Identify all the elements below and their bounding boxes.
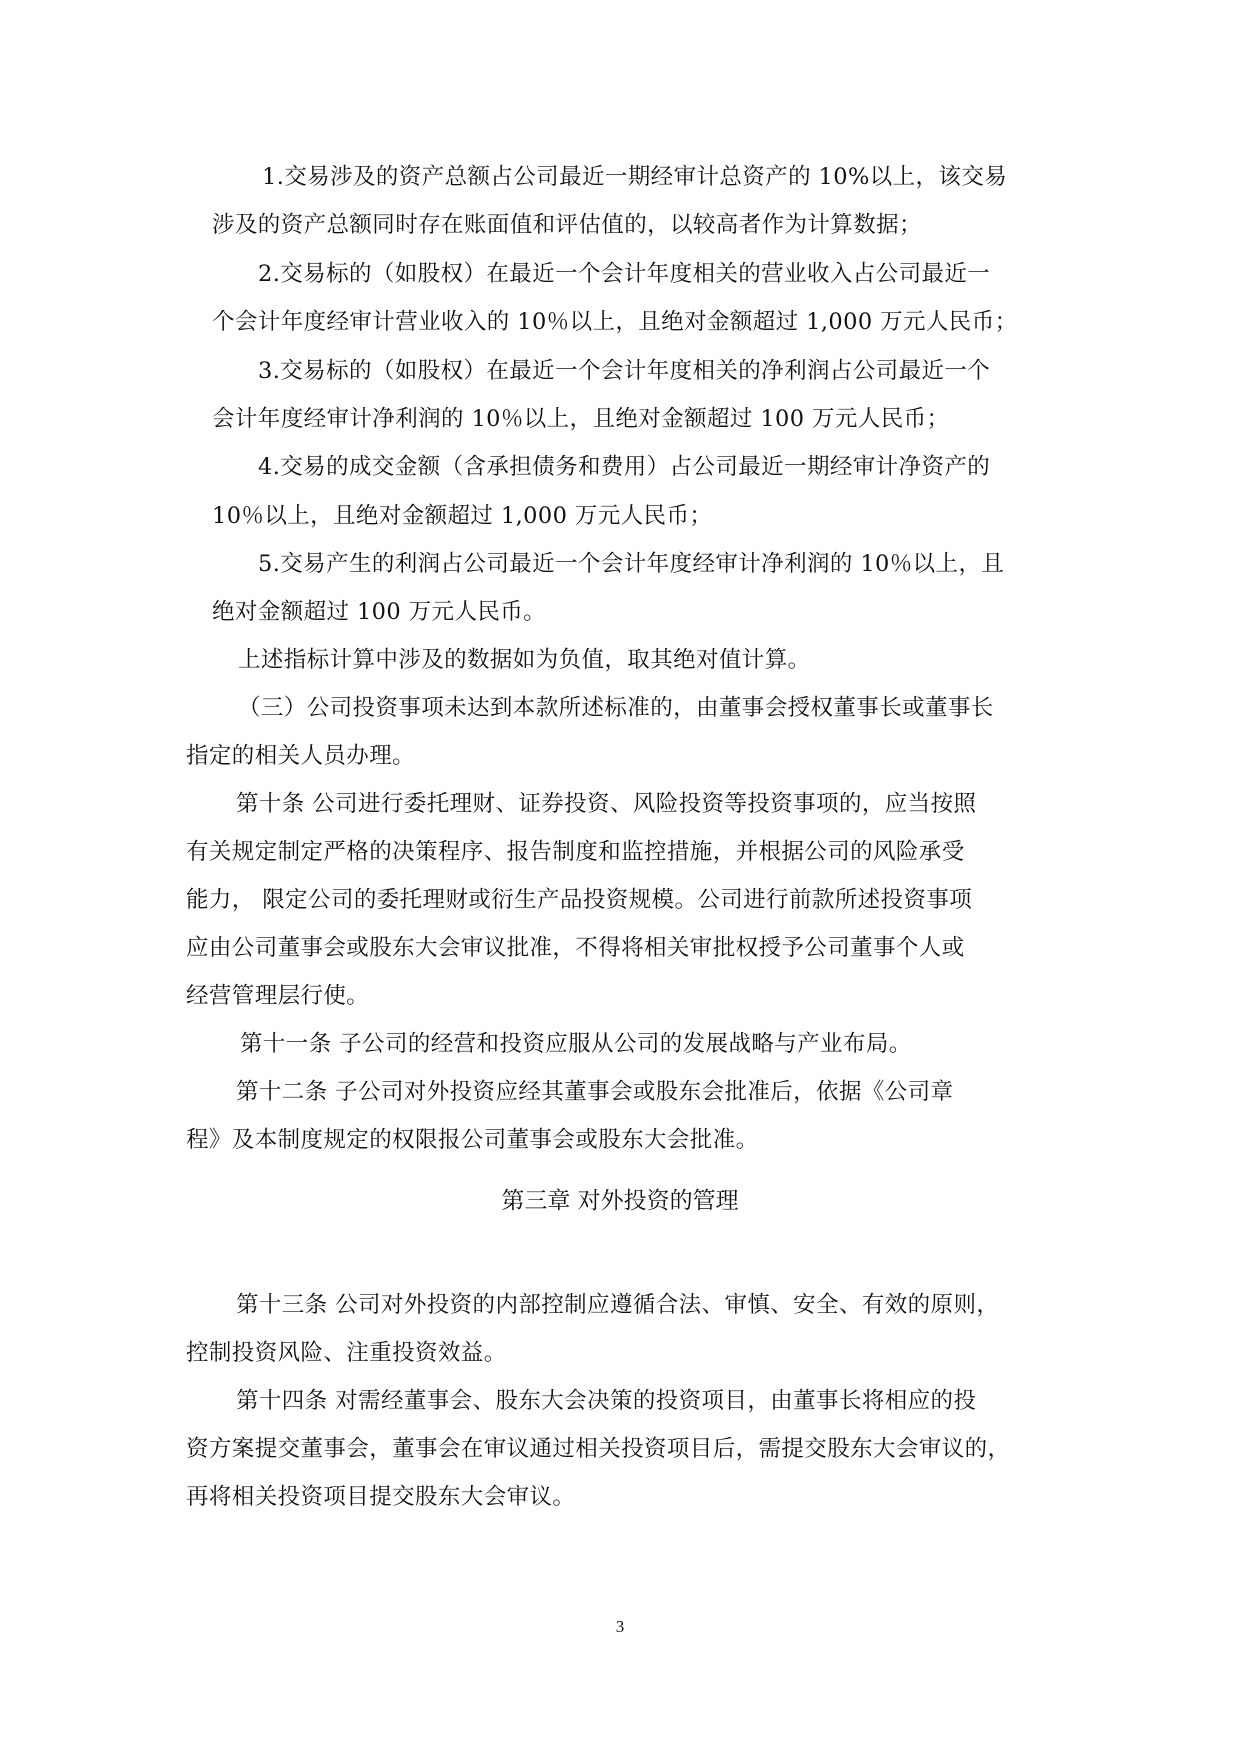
- text-line-16: 能力， 限定公司的委托理财或衍生产品投资规模。公司进行前款所述投资事项: [186, 887, 973, 913]
- text-line-4: 个会计年度经审计营业收入的 10％以上，且绝对金额超过 1,000 万元人民币；: [212, 309, 1018, 335]
- text-line-15: 有关规定制定严格的决策程序、报告制度和监控措施，并根据公司的风险承受: [186, 839, 965, 865]
- text-line-19: 第十一条 子公司的经营和投资应服从公司的发展战略与产业布局。: [240, 1031, 912, 1057]
- text-line-18: 经营管理层行使。: [186, 983, 370, 1009]
- text-line-23: 控制投资风险、注重投资效益。: [186, 1340, 507, 1366]
- text-line-1: 1.交易涉及的资产总额占公司最近一期经审计总资产的 10%以上，该交易: [262, 164, 1008, 190]
- text-line-9: 5.交易产生的利润占公司最近一个会计年度经审计净利润的 10％以上，且: [258, 551, 1005, 577]
- page-number: 3: [615, 1617, 625, 1636]
- text-line-21: 程》及本制度规定的权限报公司董事会或股东大会批准。: [186, 1127, 759, 1153]
- text-line-14: 第十条 公司进行委托理财、证券投资、风险投资等投资事项的，应当按照: [236, 791, 977, 817]
- text-line-12: （三）公司投资事项未达到本款所述标准的，由董事会授权董事长或董事长: [238, 695, 994, 721]
- text-line-3: 2.交易标的（如股权）在最近一个会计年度相关的营业收入占公司最近一: [258, 261, 991, 287]
- text-line-11: 上述指标计算中涉及的数据如为负值，取其绝对值计算。: [238, 647, 811, 673]
- text-line-25: 资方案提交董事会，董事会在审议通过相关投资项目后，需提交股东大会审议的，: [186, 1436, 1011, 1462]
- text-line-20: 第十二条 子公司对外投资应经其董事会或股东会批准后，依据《公司章: [236, 1079, 954, 1105]
- text-line-7: 4.交易的成交金额（含承担债务和费用）占公司最近一期经审计净资产的: [258, 454, 991, 480]
- text-line-2: 涉及的资产总额同时存在账面值和评估值的，以较高者作为计算数据；: [212, 212, 922, 238]
- text-line-10: 绝对金额超过 100 万元人民币。: [212, 599, 547, 625]
- text-line-17: 应由公司董事会或股东大会审议批准，不得将相关审批权授予公司董事个人或: [186, 935, 965, 961]
- text-line-26: 再将相关投资项目提交股东大会审议。: [186, 1484, 576, 1510]
- text-line-8: 10％以上，且绝对金额超过 1,000 万元人民币；: [212, 503, 713, 529]
- text-line-13: 指定的相关人员办理。: [186, 743, 416, 769]
- chapter-heading: 第三章 对外投资的管理: [501, 1188, 739, 1214]
- text-line-5: 3.交易标的（如股权）在最近一个会计年度相关的净利润占公司最近一个: [258, 358, 991, 384]
- text-line-22: 第十三条 公司对外投资的内部控制应遵循合法、审慎、安全、有效的原则，: [236, 1292, 1000, 1318]
- text-line-6: 会计年度经审计净利润的 10％以上，且绝对金额超过 100 万元人民币；: [212, 406, 950, 432]
- text-line-24: 第十四条 对需经董事会、股东大会决策的投资项目，由董事长将相应的投: [236, 1388, 977, 1414]
